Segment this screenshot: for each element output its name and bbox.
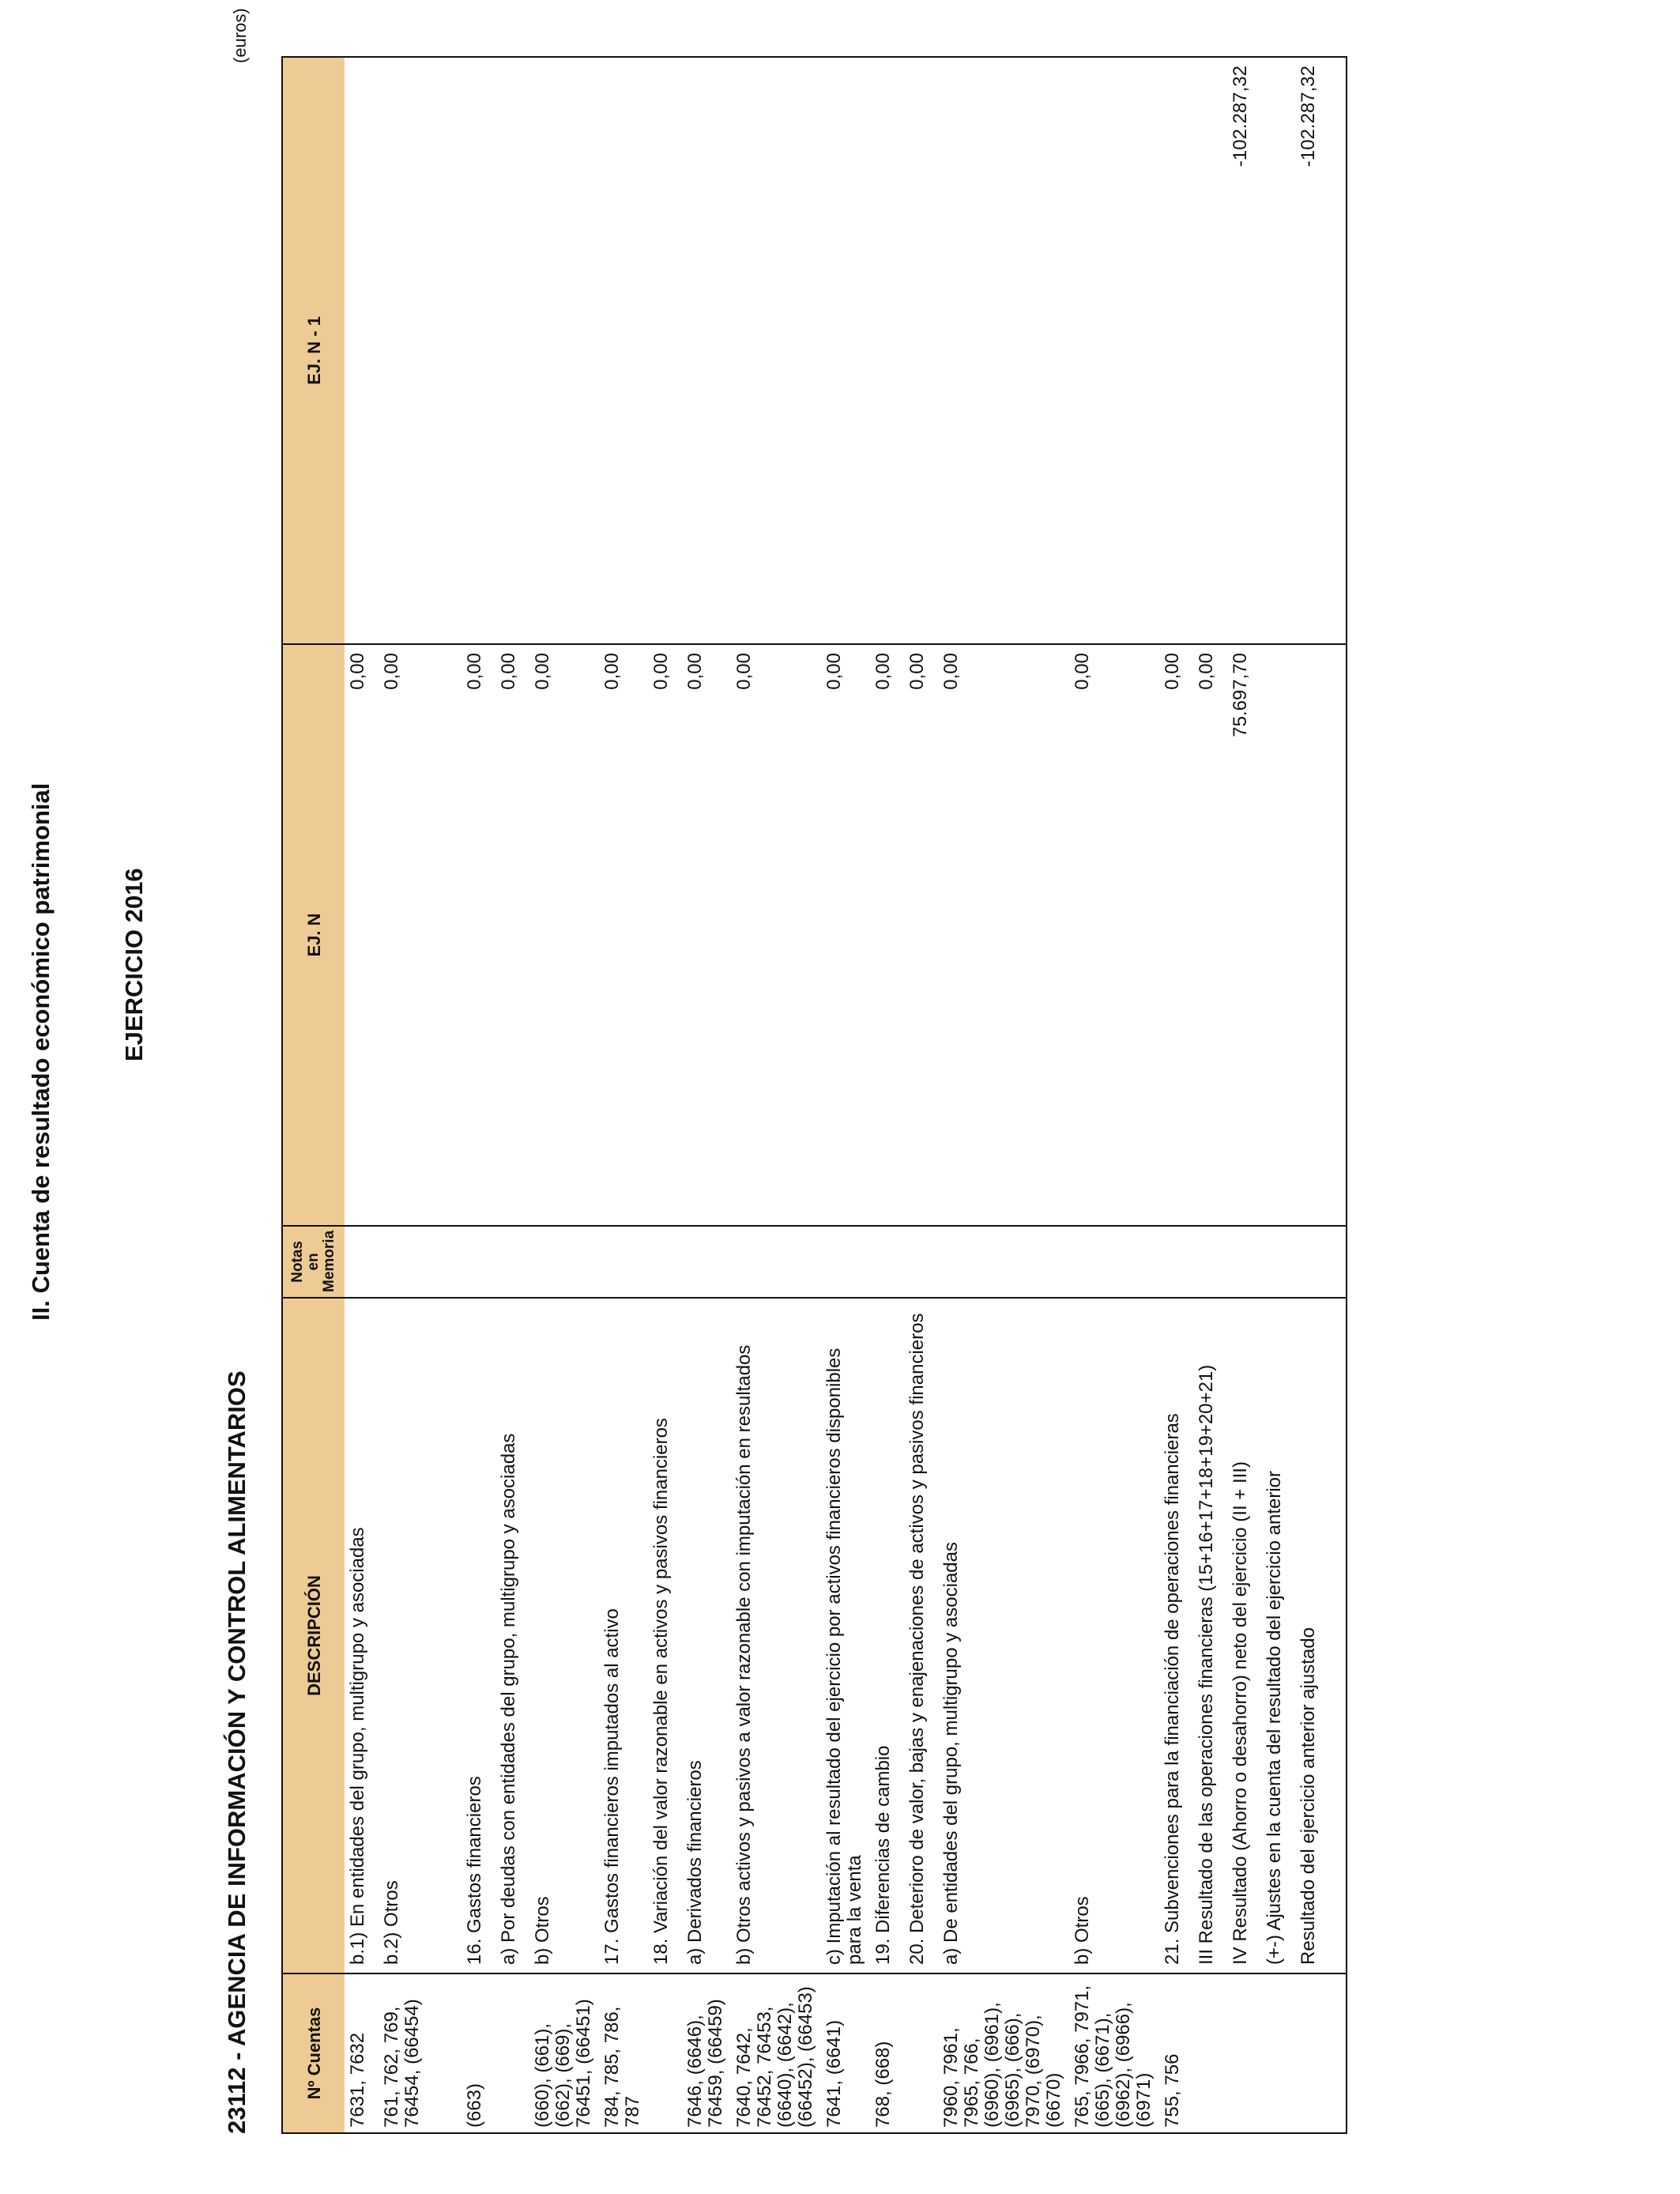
cell-ej-n: 0,00 bbox=[1193, 644, 1227, 1226]
cell-cuentas: 7631, 7632 bbox=[345, 1973, 379, 2133]
table-row bbox=[428, 57, 461, 2133]
cell-descripcion: 20. Deterioro de valor, bajas y enajenaciones de activos y pasivos financieros bbox=[904, 1298, 938, 1973]
cell-notas bbox=[345, 1226, 379, 1298]
cell-notas bbox=[1193, 1226, 1227, 1298]
cell-cuentas: 7960, 7961, 7965, 766, (6960), (6961), (6965), (666), 7970, (6970), (6670) bbox=[938, 1973, 1069, 2133]
cell-ej-n1 bbox=[904, 57, 938, 644]
table-row bbox=[1295, 57, 1347, 2133]
cell-cuentas: (663) bbox=[461, 1973, 495, 2133]
cell-cuentas: 761, 762, 769, 76454, (66454) bbox=[379, 1973, 428, 2133]
cell-notas bbox=[821, 1226, 870, 1298]
table-row bbox=[731, 57, 821, 2133]
cell-descripcion: b) Otros bbox=[1069, 1298, 1159, 1973]
cell-descripcion: 19. Diferencias de cambio bbox=[870, 1298, 904, 1973]
currency-unit: (euros) bbox=[230, 8, 250, 63]
cell-cuentas bbox=[428, 1973, 461, 2133]
cell-notas bbox=[379, 1226, 428, 1298]
table-row bbox=[495, 57, 529, 2133]
cell-notas bbox=[938, 1226, 1069, 1298]
cell-ej-n1: -102.287,32 bbox=[1295, 57, 1347, 644]
cell-descripcion: 17. Gastos financieros imputados al activo bbox=[599, 1298, 648, 1973]
cell-cuentas: 765, 7966, 7971, (665), (6671), (6962), (6966), (6971) bbox=[1069, 1973, 1159, 2133]
cell-cuentas: 755, 756 bbox=[1159, 1973, 1193, 2133]
cell-cuentas bbox=[1227, 1973, 1261, 2133]
cell-cuentas bbox=[495, 1973, 529, 2133]
cell-ej-n: 0,00 bbox=[1069, 644, 1159, 1226]
header-descripcion: DESCRIPCIÓN bbox=[282, 1298, 345, 1973]
table-header bbox=[282, 57, 345, 2133]
cell-ej-n1 bbox=[870, 57, 904, 644]
cell-ej-n1 bbox=[461, 57, 495, 644]
cell-cuentas: (660), (661), (662), (669), 76451, (66451) bbox=[529, 1973, 599, 2133]
results-table bbox=[281, 56, 1347, 2134]
cell-ej-n: 0,00 bbox=[345, 644, 379, 1226]
cell-ej-n: 0,00 bbox=[495, 644, 529, 1226]
table-row bbox=[379, 57, 428, 2133]
cell-cuentas bbox=[1295, 1973, 1347, 2133]
table-row bbox=[648, 57, 682, 2133]
cell-descripcion: 18. Variación del valor razonable en activos y pasivos financieros bbox=[648, 1298, 682, 1973]
cell-ej-n1 bbox=[731, 57, 821, 644]
cell-notas bbox=[648, 1226, 682, 1298]
cell-notas bbox=[461, 1226, 495, 1298]
cell-ej-n1 bbox=[648, 57, 682, 644]
cell-descripcion: a) Derivados financieros bbox=[682, 1298, 731, 1973]
cell-descripcion: c) Imputación al resultado del ejercicio por activos financieros disponibles para la venta bbox=[821, 1298, 870, 1973]
cell-cuentas: 768, (668) bbox=[870, 1973, 904, 2133]
cell-descripcion bbox=[428, 1298, 461, 1973]
cell-cuentas: 784, 785, 786, 787 bbox=[599, 1973, 648, 2133]
cell-descripcion: a) De entidades del grupo, multigrupo y asociadas bbox=[938, 1298, 1069, 1973]
cell-notas bbox=[599, 1226, 648, 1298]
cell-ej-n bbox=[1261, 644, 1295, 1226]
cell-cuentas: 7641, (6641) bbox=[821, 1973, 870, 2133]
cell-descripcion: IV Resultado (Ahorro o desahorro) neto del ejercicio (II + III) bbox=[1227, 1298, 1261, 1973]
cell-ej-n: 75.697,70 bbox=[1227, 644, 1261, 1226]
table-row bbox=[1159, 57, 1193, 2133]
cell-ej-n: 0,00 bbox=[1159, 644, 1193, 1226]
cell-ej-n1 bbox=[1261, 57, 1295, 644]
cell-ej-n1 bbox=[599, 57, 648, 644]
table-row bbox=[821, 57, 870, 2133]
header-ej-n: EJ. N bbox=[282, 644, 345, 1226]
cell-descripcion: 21. Subvenciones para la financiación de operaciones financieras bbox=[1159, 1298, 1193, 1973]
cell-ej-n: 0,00 bbox=[821, 644, 870, 1226]
cell-descripcion: Resultado del ejercicio anterior ajustado bbox=[1295, 1298, 1347, 1973]
cell-ej-n1 bbox=[345, 57, 379, 644]
cell-ej-n bbox=[428, 644, 461, 1226]
cell-ej-n1 bbox=[495, 57, 529, 644]
cell-notas bbox=[870, 1226, 904, 1298]
table-row bbox=[1227, 57, 1261, 2133]
fiscal-year: EJERCICIO 2016 bbox=[120, 868, 148, 1061]
cell-descripcion: b) Otros bbox=[529, 1298, 599, 1973]
table-row bbox=[1069, 57, 1159, 2133]
cell-cuentas bbox=[904, 1973, 938, 2133]
cell-notas bbox=[495, 1226, 529, 1298]
cell-ej-n1 bbox=[682, 57, 731, 644]
table-row bbox=[599, 57, 648, 2133]
cell-ej-n: 0,00 bbox=[529, 644, 599, 1226]
cell-descripcion: III Resultado de las operaciones financieras (15+16+17+18+19+20+21) bbox=[1193, 1298, 1227, 1973]
cell-ej-n: 0,00 bbox=[379, 644, 428, 1226]
table-row bbox=[345, 57, 379, 2133]
cell-ej-n1 bbox=[1069, 57, 1159, 644]
cell-ej-n: 0,00 bbox=[731, 644, 821, 1226]
cell-notas bbox=[1261, 1226, 1295, 1298]
table-row bbox=[529, 57, 599, 2133]
cell-ej-n1 bbox=[1159, 57, 1193, 644]
cell-ej-n: 0,00 bbox=[938, 644, 1069, 1226]
cell-ej-n1 bbox=[529, 57, 599, 644]
cell-ej-n: 0,00 bbox=[870, 644, 904, 1226]
cell-notas bbox=[1227, 1226, 1261, 1298]
table-row bbox=[1261, 57, 1295, 2133]
cell-notas bbox=[1069, 1226, 1159, 1298]
cell-notas bbox=[682, 1226, 731, 1298]
table-body bbox=[345, 57, 1347, 2133]
table-row bbox=[682, 57, 731, 2133]
cell-ej-n bbox=[1295, 644, 1347, 1226]
cell-ej-n1 bbox=[379, 57, 428, 644]
cell-descripcion: b) Otros activos y pasivos a valor razonable con imputación en resultados bbox=[731, 1298, 821, 1973]
cell-descripcion: b.2) Otros bbox=[379, 1298, 428, 1973]
cell-ej-n1: -102.287,32 bbox=[1227, 57, 1261, 644]
table-row bbox=[461, 57, 495, 2133]
cell-cuentas bbox=[648, 1973, 682, 2133]
cell-ej-n1 bbox=[938, 57, 1069, 644]
header-cuentas: Nº Cuentas bbox=[282, 1973, 345, 2133]
cell-ej-n: 0,00 bbox=[599, 644, 648, 1226]
cell-notas bbox=[904, 1226, 938, 1298]
cell-ej-n1 bbox=[428, 57, 461, 644]
cell-ej-n1 bbox=[821, 57, 870, 644]
cell-ej-n: 0,00 bbox=[648, 644, 682, 1226]
cell-notas bbox=[529, 1226, 599, 1298]
cell-cuentas bbox=[1193, 1973, 1227, 2133]
cell-ej-n: 0,00 bbox=[904, 644, 938, 1226]
table-row bbox=[1193, 57, 1227, 2133]
header-notas: Notas en Memoria bbox=[282, 1226, 345, 1298]
cell-ej-n: 0,00 bbox=[461, 644, 495, 1226]
cell-notas bbox=[1295, 1226, 1347, 1298]
organization-name: 23112 - AGENCIA DE INFORMACIÓN Y CONTROL ALIMENTARIOS bbox=[223, 1370, 250, 2134]
cell-descripcion: (+-) Ajustes en la cuenta del resultado del ejercicio anterior bbox=[1261, 1298, 1295, 1973]
table-row bbox=[870, 57, 904, 2133]
cell-ej-n1 bbox=[1193, 57, 1227, 644]
cell-cuentas bbox=[1261, 1973, 1295, 2133]
table-row bbox=[904, 57, 938, 2133]
cell-notas bbox=[1159, 1226, 1193, 1298]
page-title: II. Cuenta de resultado económico patrimonial bbox=[27, 782, 55, 1321]
table-row bbox=[938, 57, 1069, 2133]
cell-descripcion: b.1) En entidades del grupo, multigrupo y asociadas bbox=[345, 1298, 379, 1973]
cell-descripcion: 16. Gastos financieros bbox=[461, 1298, 495, 1973]
cell-descripcion: a) Por deudas con entidades del grupo, multigrupo y asociadas bbox=[495, 1298, 529, 1973]
cell-notas bbox=[731, 1226, 821, 1298]
cell-cuentas: 7640, 7642, 76452, 76453, (6640), (6642), (66452), (66453) bbox=[731, 1973, 821, 2133]
cell-notas bbox=[428, 1226, 461, 1298]
header-ej-n1: EJ. N - 1 bbox=[282, 57, 345, 644]
cell-ej-n: 0,00 bbox=[682, 644, 731, 1226]
cell-cuentas: 7646, (6646), 76459, (66459) bbox=[682, 1973, 731, 2133]
